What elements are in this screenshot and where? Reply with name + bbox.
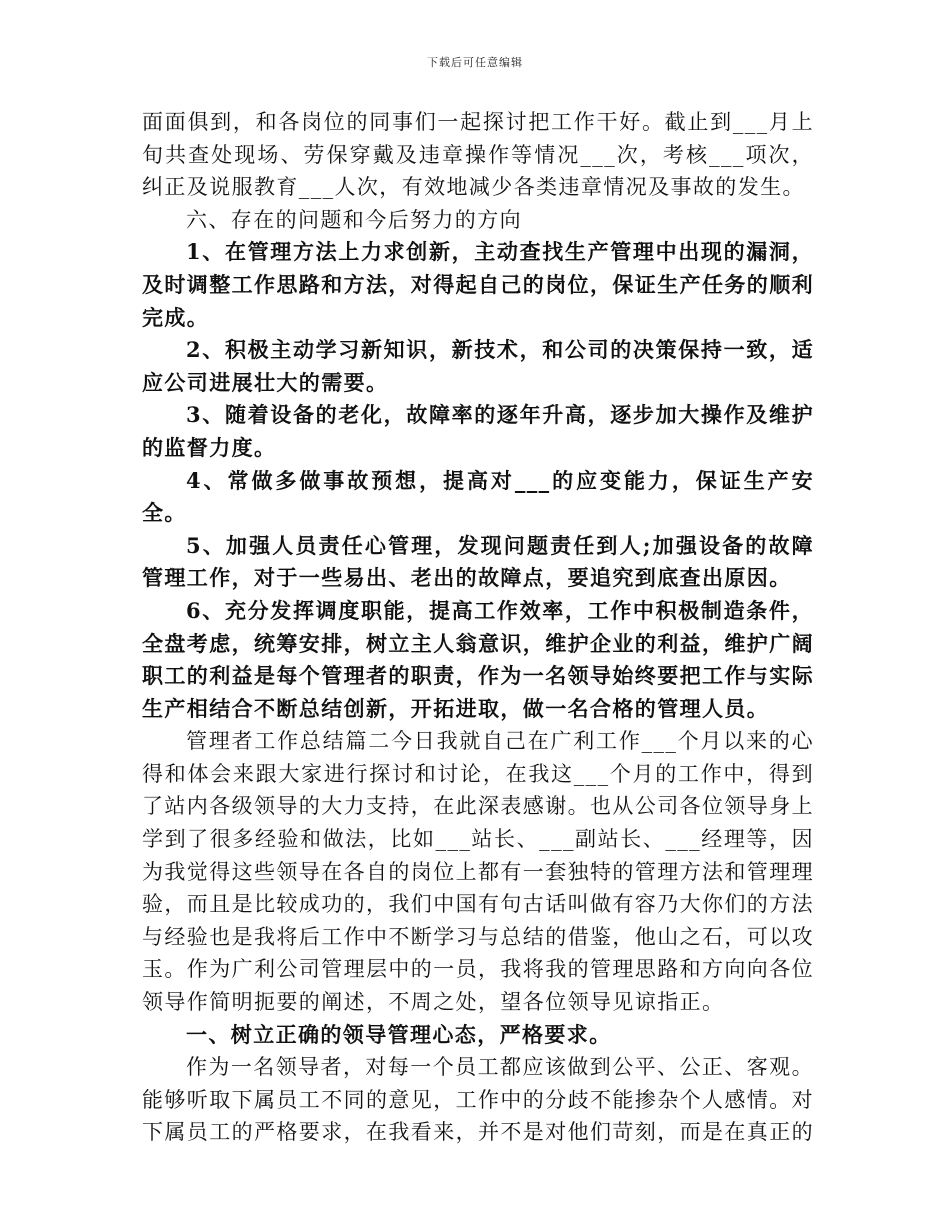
section-heading-problems-directions: 六、存在的问题和今后努力的方向 <box>186 207 522 232</box>
list-item-4: 4、常做多做事故预想，提高对___的应变能力，保证生产安全。 <box>142 467 814 526</box>
list-item-2: 2、积极主动学习新知识，新技术，和公司的决策保持一致，适应公司进展壮大的需要。 <box>142 337 814 395</box>
list-item-6: 6、充分发挥调度职能，提高工作效率，工作中积极制造条件，全盘考虑，统筹安排，树立主人翁意识，维护企业的利益，维护广阔职工的利益是每个管理者的职责，作为一名领导始终要把工作与实际生产相结合不断总结创新，开拓进取，做一名合格的管理人员。 <box>142 597 814 721</box>
paragraph-intro-continuation: 面面俱到，和各岗位的同事们一起探讨把工作干好。截止到___月上旬共查处现场、劳保穿戴及违章操作等情况___次，考核___项次，纠正及说服教育___人次，有效地减少各类违章情况及事故的发生。 <box>142 110 814 200</box>
list-item-5: 5、加强人员责任心管理，发现问题责任到人;加强设备的故障管理工作，对于一些易出、老出的故障点，要追究到底查出原因。 <box>142 532 814 591</box>
paragraph-leadership-body: 作为一名领导者，对每一个员工都应该做到公平、公正、客观。能够听取下属员工不同的意见，工作中的分歧不能掺杂个人感情。对下属员工的严格要求，在我看来，并不是对他们苛刻，而是在真正的 <box>142 1055 814 1145</box>
list-item-1: 1、在管理方法上力求创新，主动查找生产管理中出现的漏洞，及时调整工作思路和方法，对得起自己的岗位，保证生产任务的顺利完成。 <box>142 239 814 330</box>
list-item-3: 3、随着设备的老化，故障率的逐年升高，逐步加大操作及维护的监督力度。 <box>142 402 814 460</box>
paragraph-summary-part-two: 管理者工作总结篇二今日我就自己在广利工作___个月以来的心得和体会来跟大家进行探讨和讨论，在我这___个月的工作中，得到了站内各级领导的大力支持，在此深表感谢。也从公司各位领导身上学到了很多经验和做法，比如___站长、___副站长、___经理等，因为我觉得这些领导在各自的岗位上都有一套独特的管理方法和管理理验，而且是比较成功的，我们中国有句古话叫做有容乃大你们的方法与经验也是我将后工作中不断学习与总结的借鉴，他山之石，可以攻玉。作为广利公司管理层中的一员，我将我的管理思路和方向向各位领导作简明扼要的阐述，不周之处，望各位领导见谅指正。 <box>142 729 814 1015</box>
page-header: 下载后可任意编辑 <box>427 56 523 69</box>
document-body <box>142 106 814 1149</box>
section-heading-leadership-mindset: 一、树立正确的领导管理心态，严格要求。 <box>186 1021 612 1047</box>
